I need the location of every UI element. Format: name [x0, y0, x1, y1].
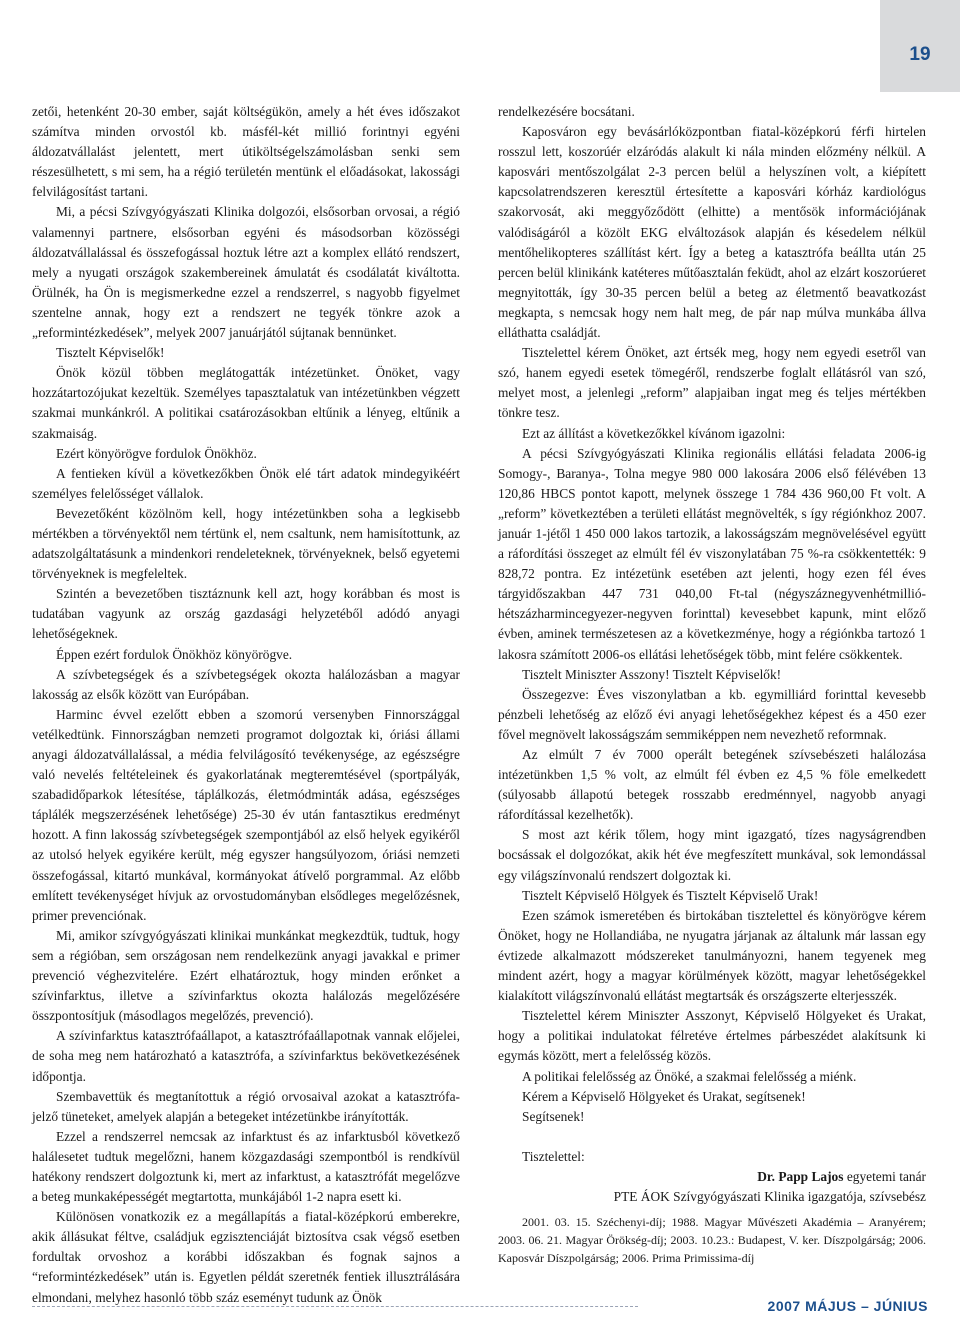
paragraph: A fentieken kívül a következőkben Önök elé tárt adatok mindegyikéért személyes felelősséget vállalok. — [32, 465, 460, 501]
paragraph: Ezzel a rendszerrel nemcsak az infarktust és az infarktusból következő halálesetet tudtuk megelőzni, hanem közgazdasági szempontból is rendkívül hatékony rendszert dolgoztunk ki, mert az infarktust, a katasztrófát megelőzve a beteg munkaképességét megtartotta, munkájából 1-2 napra esett ki. — [32, 1128, 460, 1205]
paragraph: Tisztelettel kérem Miniszter Asszonyt, Képviselő Hölgyeket és Urakat, hogy a politikai indulatokat félretéve értelmes párbeszédet alakítsunk ki egymás között, mert a felelősség közös. — [498, 1008, 926, 1064]
signature-awards: 2001. 03. 15. Széchenyi-díj; 1988. Magyar Művészeti Akadémia – Aranyérem; 2003. 06. 21. Magyar Örökség-díj; 2003. 10.23.: Budapest, V. ker. Díszpolgárság; 2006. Kaposvár Díszpolgárság; 2006. Prima Primissima-díj — [498, 1215, 926, 1266]
signature-closing: Tisztelettel: — [522, 1148, 585, 1164]
paragraph: Szintén a bevezetőben tisztáznunk kell azt, hogy korábban és most is tudatában vagyunk az ország gazdasági helyzetéből adódó anyagi lehetőségeknek. — [32, 586, 460, 642]
paragraph: Mi, a pécsi Szívgyógyászati Klinika dolgozói, elsősorban orvosai, a régió valamennyi partnere, elsősorban egyéni és másodsorban közösségi áldozatvállalással és összefogással hoztuk létre azt a komplex ellátó rendszert, mely a nyugati országok szakembereinek ámulatát és csodálatát kiváltotta. Örülnék, ha Ön is megismerkedne ezzel a rendszerrel, s nagyobb figyelmet szentelne annak, hogy ezt a rendszert ne tegyék tönkre azok a „reformintézkedések”, melyek 2007 januárjától sújtanak bennünket. — [32, 204, 460, 341]
paragraph: Tisztelt Miniszter Asszony! Tisztelt Képviselők! — [522, 666, 782, 682]
paragraph: Éppen ezért fordulok Önökhöz könyörögve. — [56, 646, 293, 662]
paragraph: Különösen vonatkozik ez a megállapítás a fiatal-középkorú emberekre, akik állásukat féltve, családjuk egzisztenciáját biztosítva csak végső esetben fordultak orvoshoz a korábbi időszakban és fognak sajnos a “reformintézkedések” után is. Egyetlen példát szeretnék fentiek illusztrálására elmondani, melyhez hasonló több száz eseményt tudunk az Önök — [32, 1209, 460, 1305]
paragraph: S most azt kérik tőlem, hogy mint igazgató, tízes nagyságrendben bocsássak el dolgozókat, akik hét éve megfeszített munkával, sok lemondással egy világszínvonalú rendszert dolgoztak ki. — [498, 827, 926, 883]
paragraph: Ezen számok ismeretében és birtokában tisztelettel és könyörögve kérem Önöket, hogy ne Hollandiába, ne nyugatra járjanak az általunk már lassan egy évtizede alkalmazott módszereket tanulmányozni, hanem tegyenek meg mindent azért, hogy a magyar körülmények között, magyar lehetőségekkel kialakított világszínvonalú ellátást megtartsák és országszerte elterjesszék. — [498, 907, 926, 1004]
paragraph: Ezt az állítást a következőkkel kívánom igazolni: — [522, 425, 786, 441]
signature-title: egyetemi tanár — [846, 1168, 926, 1184]
footer-divider — [32, 1306, 638, 1307]
paragraph: Önök közül többen meglátogatták intézetünket. Önöket, vagy hozzátartozójukat kezeltük. Személyes tapasztalatuk van intézetünkben végzett szakmai munkánkról. A politikai csatározásokban eltűnik a lényeg, eltűnik a szakmaiság. — [32, 365, 460, 441]
right-column — [498, 102, 926, 1267]
paragraph: Tisztelt Képviselő Hölgyek és Tisztelt Képviselő Urak! — [522, 887, 819, 903]
paragraph: Kérem a Képviselő Hölgyeket és Urakat, segítsenek! — [522, 1088, 806, 1104]
paragraph: Tisztelettel kérem Önöket, azt értsék meg, hogy nem egyedi esetről van szó, hanem egyedi esetek tömegéről, rendszerbe foglalt ellátásról van szó, melyet most, a jelenlegi „reform” alapjaiban ingat meg és teljes mértékben tönkre tesz. — [498, 345, 926, 421]
paragraph: A politikai felelősség az Önöké, a szakmai felelősség a miénk. — [522, 1068, 857, 1084]
signature-name: Dr. Papp Lajos — [757, 1168, 844, 1184]
signature-line — [498, 1167, 926, 1187]
paragraph: Az elmúlt 7 év 7000 operált betegének szívsebészeti halálozása intézetünkben 1,5 % volt, az elmúlt fél évben ez 4,5 % föle emelkedett (súlyosabb állapotú betegek rosszabb eredménnyel, nagyobb anyagi ráfordítással kezelhetők). — [498, 747, 926, 823]
left-column — [32, 102, 460, 1308]
paragraph: Mi, amikor szívgyógyászati klinikai munkánkat megkezdtük, tudtuk, hogy sem a régióban, sem országosan nem rendelkezünk anyagi javakkal e primer prevenció véghezvitelére. Ezért elhatároztuk, hogy minden erőnket a szívinfarktus, illetve a szívinfarktus okozta halálozás megelőzésére összpontosítjuk (másodlagos megelőzés, prevenció). — [32, 927, 460, 1024]
spacer — [498, 1127, 926, 1147]
footer-issue: 2007 MÁJUS – JÚNIUS — [767, 1298, 928, 1314]
paragraph: Tisztelt Képviselők! — [56, 345, 165, 361]
paragraph: Ezért könyörögve fordulok Önökhöz. — [56, 445, 257, 461]
paragraph: Szembavettük és megtanítottuk a régió orvosaival azokat a katasztrófa-jelző tüneteket, amelyek alapján a betegeket intézetünkbe irányították. — [32, 1088, 460, 1124]
paragraph: rendelkezésére bocsátani. — [498, 104, 635, 119]
paragraph: Segítsenek! — [522, 1108, 585, 1124]
page-number: 19 — [909, 44, 931, 65]
paragraph: A szívinfarktus katasztrófaállapot, a katasztrófaállapotnak vannak előjelei, de soha meg nem határozható a katasztrófa, a szívinfarktus bekövetkezésének időpontja. — [32, 1028, 460, 1084]
paragraph: zetői, hetenként 20-30 ember, saját költségükön, amely a hét éves időszakot számítva minden orvostól kb. másfél-két millió forintnyi egyéni áldozatvállalást jelentett, mert útiköltségelszámolásban senki sem részesülhetett, s mi sem, ha a régió területén mentünk el előadásokat, lakossági felvilágosítást tartani. — [32, 104, 460, 200]
signature-institution: PTE ÁOK Szívgyógyászati Klinika igazgatója, szívsebész — [613, 1188, 926, 1204]
paragraph: Kaposváron egy bevásárlóközpontban fiatal-középkorú férfi hirtelen rosszul lett, koszorúér elzáródás alakult ki nála minden előzmény nélkül. A kaposvári mentőszolgálat 2-3 percen belül a helyszínen volt, a kiépített kapcsolatrendszeren keresztül értesítette a kaposvári kórház kardiológus szakorvosát, aki meggyőződött (elhitte) a mentősök információjának valódiságáról a közölt EKG elváltozások alapján és késedelem nélkül mentőhelikopteres szállítást kért. Így a beteg a katasztrófa beállta után 25 percen belül klinikánk katéteres műtőasztalán feküdt, ahol az elzárt koszorúeret megnyitották, így 30-35 percen belül a beteg az életmentő beavatkozást megkapta, s nemcsak hogy nem halt meg, de pár nap múlva munkába állva elláthatta családját. — [498, 124, 926, 341]
paragraph: Bevezetőként közölnöm kell, hogy intézetünkben soha a legkisebb mértékben a törvényektől nem tértünk el, nem csaltunk, nem hamisítottunk, az adatszolgáltatásunk a mindenkori rendeleteknek, törvényeknek, belső egyetemi törvényeknek is megfeleltek. — [32, 505, 460, 582]
paragraph: A szívbetegségek és a szívbetegségek okozta halálozásban a magyar lakosság az elsők között van Európában. — [32, 666, 460, 702]
paragraph: Összegezve: Éves viszonylatban a kb. egymilliárd forinttal kevesebb pénzbeli lehetőség az előző évi anyagi lehetőségekhez képest és a 450 ezer fővel megnövelt lakosságszám semmiképpen nem nevezhető reformnak. — [498, 686, 926, 742]
paragraph: Harminc évvel ezelőtt ebben a szomorú versenyben Finnországgal vetélkedtünk. Finnországban nemzeti programot dolgoztak ki, óriási állami anyagi áldozatvállalással, a média felvilágosító tevékenysége, az egészségre való nevelés feltételeinek és gyakorlatának megteremtésével (sportpályák, szabadidőparkok létesítése, táplálkozás, életmódminták adása, egészséges táplálék megszerzésének lehetősége) 25-30 év után fantasztikus eredményt hozott. A finn lakosság szívbetegségek szempontjából az első helyek egyikéről az utolsó helyek egyikére került, még egyszer hangsúlyozom, óriási nemzeti összefogással, kitartó munkával, kormányokat átívelő porgrammal. Az előbb említett tevékenységet hívjuk az orvostudományban elsődleges megelőzésnek, primer prevenciónak. — [32, 706, 460, 923]
paragraph: A pécsi Szívgyógyászati Klinika regionális ellátási feladata 2006-ig Somogy-, Baranya-, Tolna megye 980 000 lakosára 2006 első félévében 13 120,86 HBCS pontot kapott, melynek összege 1 784 436 960,00 Ft volt. A „reform” következtében a területi ellátást megnövelték, s így régiónkhoz 2007. január 1-jétől 1 450 000 lakos tartozik, a lakosságszám megnövelésével együtt a ráfordítási összeget az elmúlt fél év viszonylatában 75 %-ra csökkentették: 9 828,72 pontra. Ez intézetünk esetében azt jelenti, hogy ezen fél éves tárgyidőszakban 447 731 040,00 Ft-tal (négyszáznegyvenhétmillió-hétszázharmincegyezer-negyven forinttal) kevesebbet kapunk, mint előző évben, aminek természetesen az a következménye, hogy a régiónkba tartozó 1 lakosra számított 2006-os ellátási lehetőségek több, mint felére csökkentek. — [498, 445, 926, 662]
